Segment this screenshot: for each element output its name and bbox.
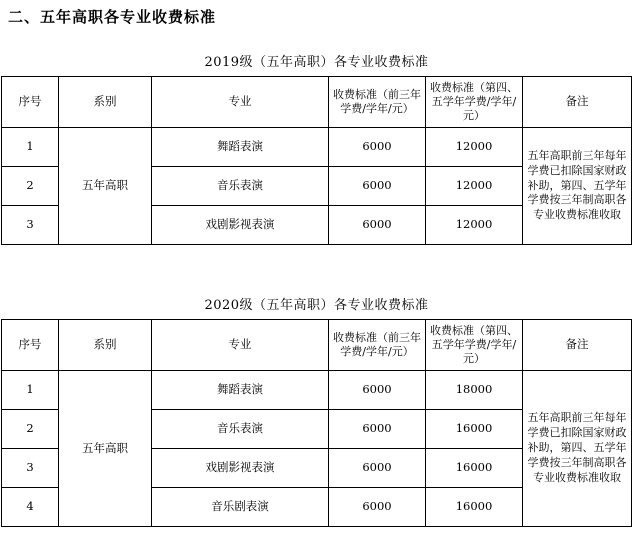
fee-table-2019 bbox=[1, 76, 632, 245]
fee-table-2020 bbox=[1, 319, 632, 527]
column-header-fee2-text: 收费标准（第四、五学年学费/学年/元） bbox=[430, 323, 518, 366]
column-header-dept: 系别 bbox=[59, 320, 152, 371]
column-header-note: 备注 bbox=[523, 320, 632, 371]
table-body bbox=[2, 371, 632, 527]
column-header-fee1-text: 收费标准（前三年学费/学年/元） bbox=[333, 87, 421, 115]
column-header-fee-last-two-years bbox=[426, 77, 523, 128]
table-title-2019: 2019级（五年高职）各专业收费标准 bbox=[204, 55, 429, 70]
cell-fee1: 6000 bbox=[329, 167, 426, 206]
column-header-major: 专业 bbox=[152, 320, 329, 371]
cell-fee1: 6000 bbox=[329, 410, 426, 449]
column-header-major: 专业 bbox=[152, 77, 329, 128]
column-header-fee-first-three-years bbox=[329, 320, 426, 371]
cell-note: 五年高职前三年每年学费已扣除国家财政补助，第四、五学年学费按三年制高职各专业收费标准收取 bbox=[523, 128, 632, 245]
column-header-fee-first-three-years bbox=[329, 77, 426, 128]
table-header bbox=[2, 320, 632, 371]
cell-no: 1 bbox=[2, 371, 59, 410]
cell-fee1: 6000 bbox=[329, 449, 426, 488]
table-header bbox=[2, 77, 632, 128]
column-header-fee-last-two-years bbox=[426, 320, 523, 371]
cell-no: 2 bbox=[2, 167, 59, 206]
cell-fee2: 12000 bbox=[426, 128, 523, 167]
column-header-note: 备注 bbox=[523, 77, 632, 128]
cell-fee1: 6000 bbox=[329, 128, 426, 167]
section-2 bbox=[0, 294, 633, 527]
cell-fee2: 16000 bbox=[426, 488, 523, 527]
cell-major: 音乐表演 bbox=[152, 167, 329, 206]
cell-major: 戏剧影视表演 bbox=[152, 449, 329, 488]
cell-major: 舞蹈表演 bbox=[152, 371, 329, 410]
cell-major: 音乐表演 bbox=[152, 410, 329, 449]
cell-dept: 五年高职 bbox=[59, 128, 152, 245]
cell-fee2: 18000 bbox=[426, 371, 523, 410]
cell-fee2: 12000 bbox=[426, 206, 523, 245]
cell-no: 3 bbox=[2, 449, 59, 488]
cell-no: 4 bbox=[2, 488, 59, 527]
cell-note: 五年高职前三年每年学费已扣除国家财政补助，第四、五学年学费按三年制高职各专业收费标准收取 bbox=[523, 371, 632, 527]
cell-fee1: 6000 bbox=[329, 488, 426, 527]
cell-fee2: 12000 bbox=[426, 167, 523, 206]
column-header-no: 序号 bbox=[2, 77, 59, 128]
cell-fee2: 16000 bbox=[426, 410, 523, 449]
cell-major: 戏剧影视表演 bbox=[152, 206, 329, 245]
table-row bbox=[2, 128, 632, 167]
page-title: 二、五年高职各专业收费标准 bbox=[8, 8, 217, 26]
table-body bbox=[2, 128, 632, 245]
cell-dept: 五年高职 bbox=[59, 371, 152, 527]
cell-fee1: 6000 bbox=[329, 371, 426, 410]
cell-major: 舞蹈表演 bbox=[152, 128, 329, 167]
column-header-dept: 系别 bbox=[59, 77, 152, 128]
table-row bbox=[2, 371, 632, 410]
column-header-no: 序号 bbox=[2, 320, 59, 371]
cell-no: 2 bbox=[2, 410, 59, 449]
table-header-row bbox=[2, 77, 632, 128]
cell-fee1: 6000 bbox=[329, 206, 426, 245]
cell-no: 3 bbox=[2, 206, 59, 245]
table-header-row bbox=[2, 320, 632, 371]
cell-major: 音乐剧表演 bbox=[152, 488, 329, 527]
table-title-2020: 2020级（五年高职）各专业收费标准 bbox=[204, 298, 429, 313]
column-header-fee1-text: 收费标准（前三年学费/学年/元） bbox=[333, 330, 421, 358]
cell-fee2: 16000 bbox=[426, 449, 523, 488]
section-1 bbox=[0, 0, 633, 245]
column-header-fee2-text: 收费标准（第四、五学年学费/学年/元） bbox=[430, 80, 518, 123]
cell-no: 1 bbox=[2, 128, 59, 167]
